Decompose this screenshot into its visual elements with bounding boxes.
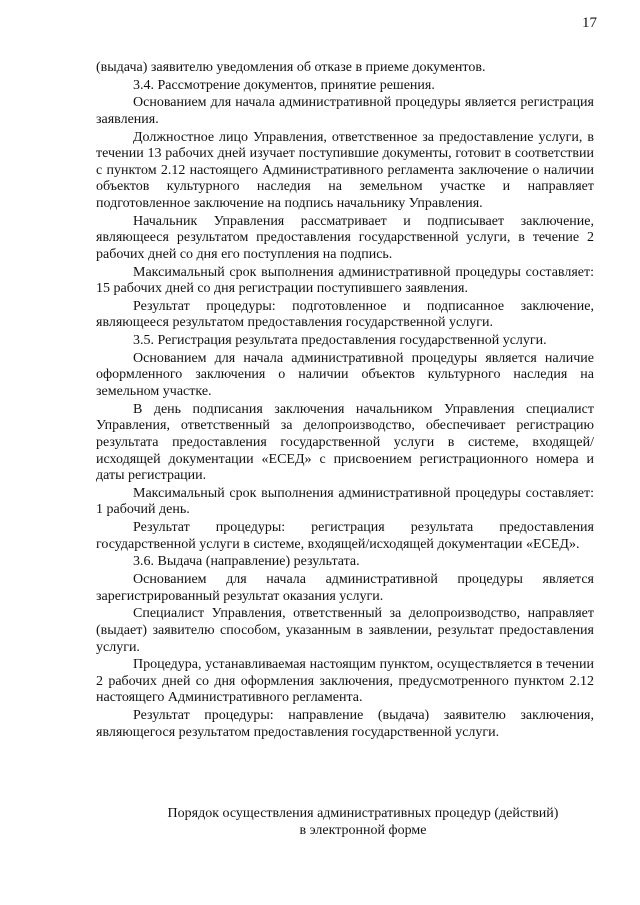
section-title-3-4: 3.4. Рассмотрение документов, принятие решения. (133, 77, 435, 93)
paragraph: Специалист Управления, ответственный за делопроизводство, направляет (выдает) заявителю способом, указанным в заявлении, результат предоставления услуги. (96, 606, 594, 655)
section-title-3-5: 3.5. Регистрация результата предоставления государственной услуги. (133, 333, 547, 349)
section-heading (96, 805, 630, 839)
section-title-3-6: 3.6. Выдача (направление) результата. (133, 554, 360, 570)
paragraph: Результат процедуры: регистрация результата предоставления государственной услуги в системе, входящей/исходящей документации «ЕСЕД». (96, 520, 594, 552)
paragraph: Основанием для начала административной процедуры является наличие оформленного заключения о наличии объектов культурного наследия на земельном участке. (96, 350, 594, 400)
paragraph: Начальник Управления рассматривает и подписывает заключение, являющееся результатом предоставления государственной услуги, в течение 2 рабочих дней со дня его поступления на подпись. (96, 213, 594, 262)
paragraph: Процедура, устанавливаемая настоящим пунктом, осуществляется в течении 2 рабочих дней со дня оформления заключения, предусмотренного пунктом 2.12 настоящего Административного регламента. (96, 657, 594, 706)
document-body (96, 60, 594, 742)
paragraph: Основанием для начала административной процедуры является регистрация заявления. (96, 95, 594, 127)
paragraph: Основанием для начала административной процедуры является зарегистрированный результат оказания услуги. (96, 572, 594, 604)
paragraph: Должностное лицо Управления, ответственное за предоставление услуги, в течении 13 рабочих дней изучает поступившие документы, готовит в соответствии с пунктом 2.12 настоящего Административного регламента заключение о наличии объектов культурного наследия на земельном участке и направляет подготовленное заключение на подпись начальнику Управления. (96, 129, 594, 212)
section-heading-line2: в электронной форме (299, 823, 427, 838)
paragraph: Результат процедуры: подготовленное и подписанное заключение, являющееся результатом предоставления государственной услуги. (96, 298, 594, 331)
paragraph: Максимальный срок выполнения административной процедуры составляет: 1 рабочий день. (96, 485, 594, 518)
paragraph-continuation: (выдача) заявителю уведомления об отказе в приеме документов. (96, 60, 486, 75)
paragraph: Результат процедуры: направление (выдача) заявителю заключения, являющегося результатом предоставления государственной услуги. (96, 708, 594, 740)
paragraph: Максимальный срок выполнения административной процедуры составляет: 15 рабочих дней со дня регистрации поступившего заявления. (96, 264, 594, 297)
section-heading-line1: Порядок осуществления административных процедур (действий) (167, 806, 559, 821)
paragraph: В день подписания заключения начальником Управления специалист Управления, ответственный за делопроизводство, обеспечивает регистрацию результата предоставления государственной услуги в системе, входящей/исходящей документации «ЕСЕД» с присвоением регистрационного номера и даты регистрации. (96, 401, 594, 484)
page-number: 17 (582, 15, 597, 31)
